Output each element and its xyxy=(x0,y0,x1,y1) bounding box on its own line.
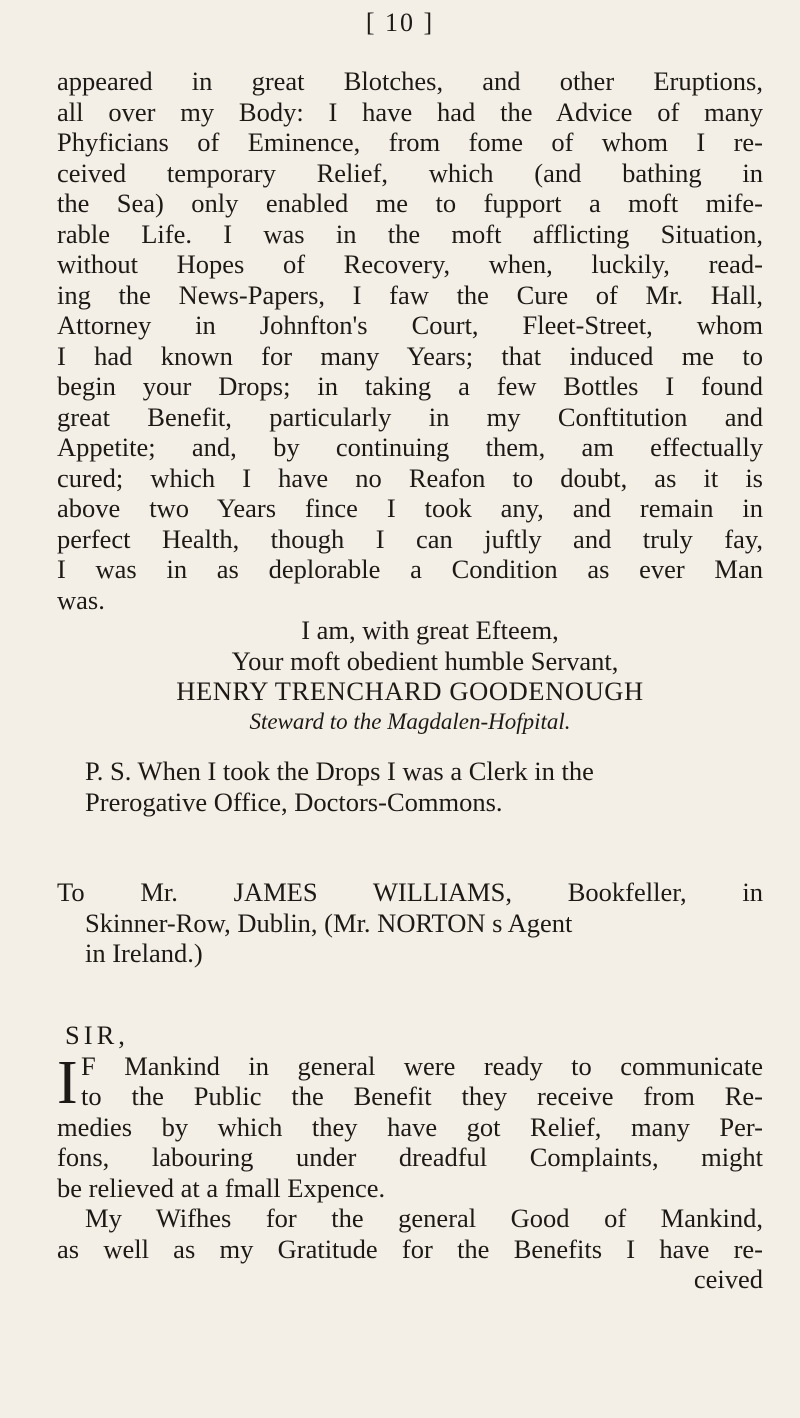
letter-body xyxy=(57,66,763,615)
letter-line: My Wifhes for the general Good of Mankind, xyxy=(85,1203,763,1233)
letter-line: F Mankind in general were ready to communicate xyxy=(81,1050,763,1081)
letter-line: as well as my Gratitude for the Benefits I have re- xyxy=(57,1233,763,1264)
postscript-line: Prerogative Office, Doctors-Commons. xyxy=(85,786,503,817)
letter-line: begin your Drops; in taking a few Bottles I found xyxy=(57,371,763,401)
letter-line: I had known for many Years; that induced me to xyxy=(57,340,763,371)
opening-paragraph xyxy=(57,1048,763,1204)
address-line: To Mr. JAMES WILLIAMS, Bookfeller, in xyxy=(57,877,763,907)
letter-line: be relieved at a fmall Expence. xyxy=(57,1172,386,1203)
letter-line: ceived temporary Relief, which (and bathing in xyxy=(57,157,763,188)
letter-line: great Benefit, particularly in my Conftitution and xyxy=(57,401,763,432)
letter-line: perfect Health, though I can juftly and truly fay, xyxy=(57,523,763,554)
letter-line: Attorney in Johnfton's Court, Fleet-Street, whom xyxy=(57,310,763,340)
letter-line: was. xyxy=(57,584,105,615)
drop-cap: I xyxy=(57,1048,78,1117)
letter-line: to the Public the Benefit they receive from Re- xyxy=(81,1081,763,1111)
letter-line: fons, labouring under dreadful Complaints, might xyxy=(57,1142,763,1172)
letter-line: all over my Body: I have had the Advice of many xyxy=(57,96,763,127)
closing-line: I am, with great Efteem, xyxy=(301,615,559,645)
letter-line: Appetite; and, by continuing them, am effectually xyxy=(57,432,763,462)
address-block xyxy=(57,877,763,969)
letter-line: I was in as deplorable a Condition as ever Man xyxy=(57,554,763,584)
letter-line: appeared in great Blotches, and other Eruptions, xyxy=(57,66,763,96)
letter-line: above two Years fince I took any, and remain in xyxy=(57,493,763,523)
postscript xyxy=(57,756,763,817)
salutation: SIR, xyxy=(65,1020,129,1050)
second-letter xyxy=(57,1020,763,1295)
letter-line: without Hopes of Recovery, when, luckily, read- xyxy=(57,249,763,279)
signature-title: Steward to the Magdalen-Hofpital. xyxy=(249,708,571,734)
letter-line: medies by which they have got Relief, many Per- xyxy=(57,1111,763,1142)
postscript-line: P. S. When I took the Drops I was a Clerk in the xyxy=(85,756,594,786)
address-line: in Ireland.) xyxy=(85,938,203,968)
letter-line: ing the News-Papers, I faw the Cure of Mr. Hall, xyxy=(57,279,763,310)
catchword: ceived xyxy=(693,1264,763,1294)
letter-line: rable Life. I was in the moft afflicting Situation, xyxy=(57,218,763,249)
address-line: Skinner-Row, Dublin, (Mr. NORTON s Agent xyxy=(85,907,573,938)
signature-name: HENRY TRENCHARD GOODENOUGH xyxy=(176,676,644,706)
letter-line: cured; which I have no Reafon to doubt, as it is xyxy=(57,462,763,493)
page-number: [ 10 ] xyxy=(365,8,435,37)
letter-line: the Sea) only enabled me to fupport a moft mife- xyxy=(57,188,763,218)
servant-line: Your moft obedient humble Servant, xyxy=(231,645,619,676)
signature-block xyxy=(57,615,763,737)
letter-line: Phyficians of Eminence, from fome of whom I re- xyxy=(57,127,763,157)
